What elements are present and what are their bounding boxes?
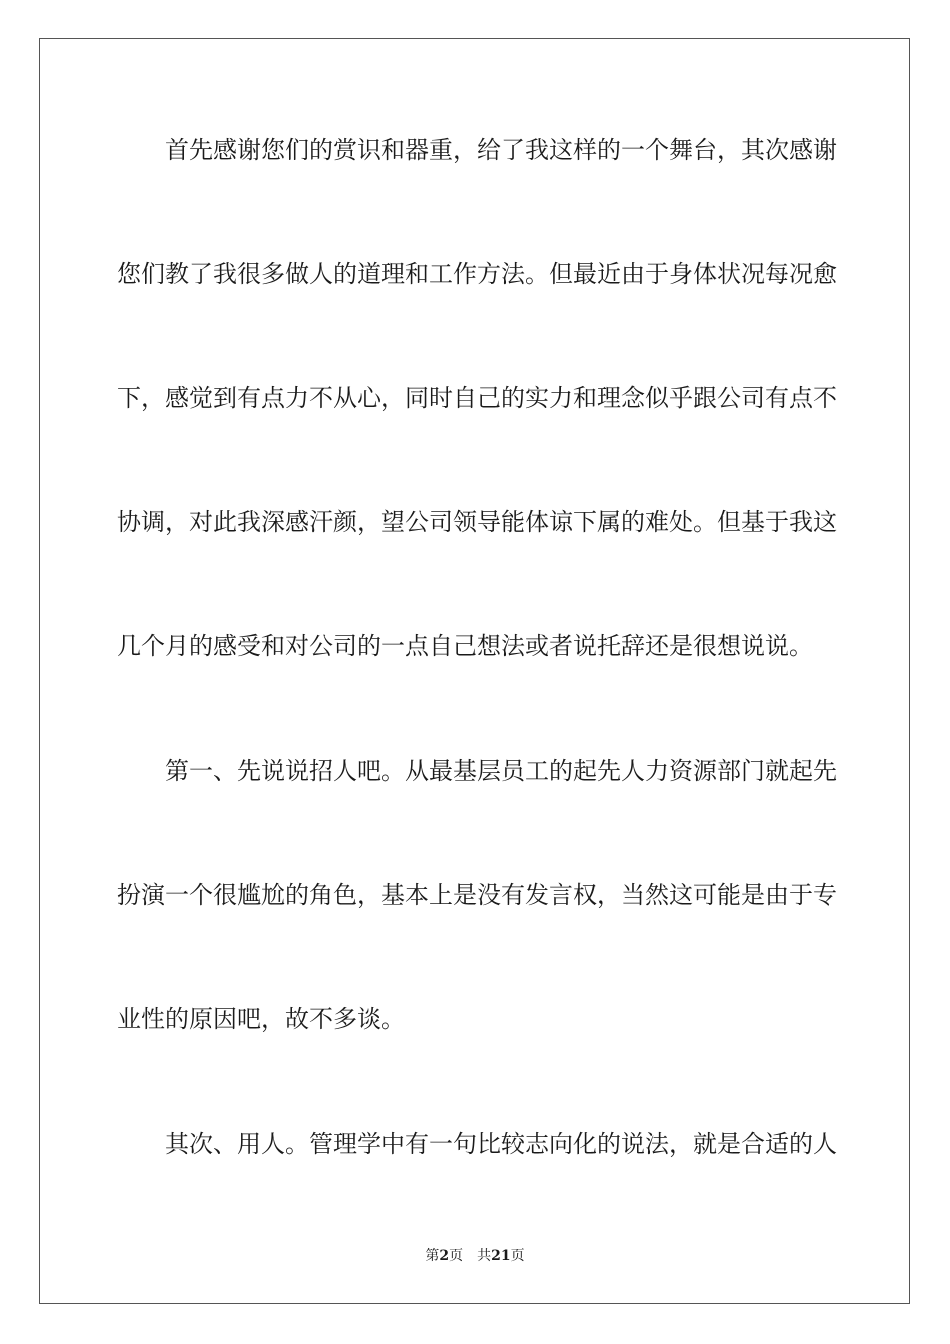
paragraph-1-line-5: 几个月的感受和对公司的一点自己想法或者说托辞还是很想说说。 bbox=[117, 632, 813, 660]
page-suffix: 页 bbox=[449, 1248, 464, 1264]
page-total-number: 21 bbox=[491, 1248, 511, 1264]
total-suffix: 页 bbox=[510, 1248, 525, 1264]
page-footer bbox=[0, 1247, 950, 1265]
paragraph-1-line-3: 下，感觉到有点力不从心，同时自己的实力和理念似乎跟公司有点不 bbox=[117, 384, 837, 412]
paragraph-1-line-1: 首先感谢您们的赏识和器重，给了我这样的一个舞台，其次感谢 bbox=[165, 136, 837, 164]
page-border bbox=[39, 38, 910, 1304]
paragraph-2-line-1: 第一、先说说招人吧。从最基层员工的起先人力资源部门就起先 bbox=[165, 757, 837, 785]
page-prefix: 第 bbox=[425, 1248, 440, 1264]
paragraph-2-line-3: 业性的原因吧，故不多谈。 bbox=[117, 1005, 405, 1033]
total-prefix: 共 bbox=[477, 1248, 492, 1264]
page-current-number: 2 bbox=[439, 1248, 450, 1264]
paragraph-3-line-1: 其次、用人。管理学中有一句比较志向化的说法，就是合适的人 bbox=[165, 1130, 837, 1158]
paragraph-1-line-2: 您们教了我很多做人的道理和工作方法。但最近由于身体状况每况愈 bbox=[117, 260, 837, 288]
paragraph-1-line-4: 协调，对此我深感汗颜，望公司领导能体谅下属的难处。但基于我这 bbox=[117, 508, 837, 536]
paragraph-2-line-2: 扮演一个很尴尬的角色，基本上是没有发言权，当然这可能是由于专 bbox=[117, 881, 837, 909]
